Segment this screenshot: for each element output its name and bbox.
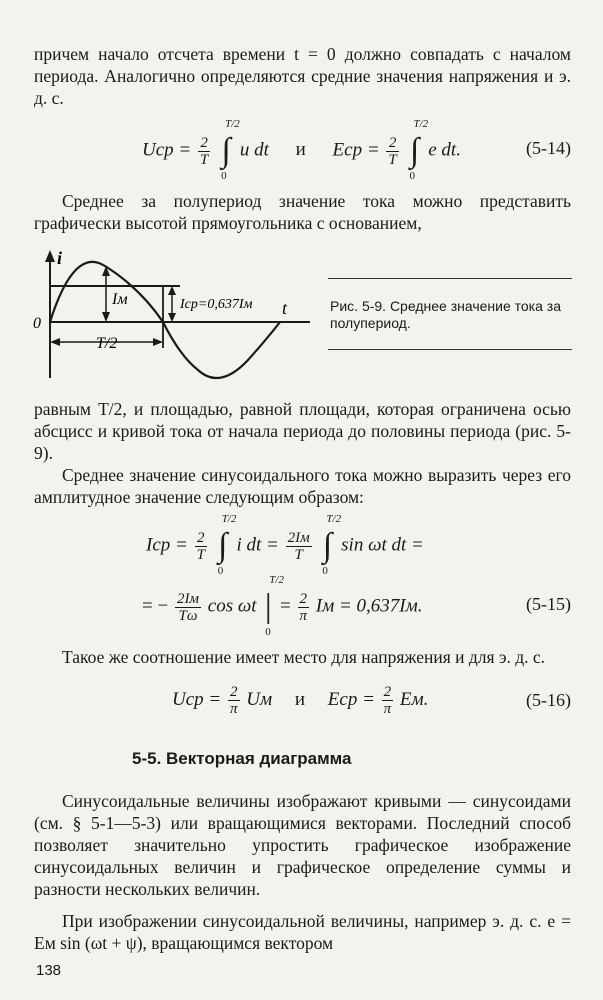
eq15-line2-end: Iм = 0,637Iм. [315,595,423,617]
integral-sign: ∫ T/2 0 [217,513,237,577]
eq16-e-frac-num: 2 [382,684,394,701]
eq15-frac1-num: 2 [195,530,207,547]
equation-number-5-16: (5-16) [526,690,571,710]
average-arrow-head-top [168,286,176,295]
page-number: 138 [36,962,62,979]
eq14-e-frac-num: 2 [386,135,398,152]
paragraph-7: При изображении синусоидальной величины, например э. д. с. e = Eм sin (ωt + ψ), вращающимся вектором [34,911,571,953]
eq14-conjunction: и [295,139,306,161]
eq15-frac1 [195,530,207,563]
eq14-upper-limit: T/2 [225,118,240,130]
eq14-e-lower-limit: 0 [409,170,415,182]
eq14-u-lhs: Uср = [142,139,192,161]
label-im: Iм [112,291,128,308]
label-i: i [57,248,63,268]
eq15-frac4-den: π [299,607,308,624]
half-period-arrow-right [153,338,163,346]
eq16-u-rhs: Uм [246,688,273,710]
eq14-e-upper-limit: T/2 [413,118,429,130]
eq15-frac2-num: 2Iм [287,529,310,546]
eq14-e-integrand: e dt. [428,139,461,161]
caption-bottom-rule [328,349,572,350]
eq15-line2-start: = − [142,595,169,617]
average-arrow-head-bottom [168,313,176,322]
paragraph-4: Среднее значение синусоидального тока можно выразить через его амплитудное значение следующим образом: [34,465,571,507]
eq15-integrand-1: i dt = [236,534,279,556]
equation-number-5-15: (5-15) [526,594,571,614]
paragraph-5: Такое же соотношение имеет место для напряжения и для э. д. с. [62,647,546,667]
eq16-conjunction: и [294,688,306,710]
eq15-frac3-num: 2Iм [176,590,200,607]
integral-sign: ∫ T/2 0 [409,118,429,182]
eq16-u-frac [228,684,240,717]
eq15-lower-limit-2: 0 [322,565,328,577]
figure-5-9 [30,248,328,388]
equation-5-14-body [142,118,461,182]
eq15-eval-lower: 0 [265,626,271,638]
caption-top-rule [328,278,572,279]
eq14-u-frac-den: T [199,151,209,168]
eq15-cos: cos ωt [207,595,257,617]
eq15-integrand-2: sin ωt dt = [341,534,424,556]
eq15-frac2-den: T [294,546,303,563]
eq16-body [172,684,428,717]
half-period-arrow-left [50,338,60,346]
paragraph-6: Синусоидальные величины изображают кривыми — синусоидами (см. § 5-1—5-3) или вращающимися векторами. Последний способ позволяет значительно упростить графическое изображение синусоидальных величин и графическое определение суммы и разности нескольких величин. [34,791,571,899]
evaluation-bar: | T/2 0 [264,574,284,638]
equation-number-5-14: (5-14) [526,138,571,158]
current-sine-curve [50,262,280,378]
eq15-line2-equals: = [280,595,291,617]
label-t: t [282,298,288,318]
eq15-frac3-den: Tω [178,607,198,624]
eq14-e-lhs: Eср = [332,139,380,161]
eq15-upper-limit-2: T/2 [326,513,342,525]
paragraph-2: Среднее за полупериод значение тока можно представить графически высотой прямоугольника с основанием, [34,191,571,233]
eq15-frac2 [286,530,312,563]
eq16-e-lhs: Eср = [327,688,375,710]
eq15-lower-limit-1: 0 [217,565,224,577]
label-icp: Iср=0,637Iм [180,297,253,312]
eq16-u-frac-num: 2 [228,684,240,701]
eq15-frac1-den: T [196,546,205,563]
integral-sign: ∫ T/2 0 [221,118,240,182]
eq15-line2-body [142,574,423,638]
equation-5-15-line-1 [34,515,571,575]
label-half-period: T/2 [96,335,118,352]
eq14-e-frac [386,135,398,168]
eq14-u-frac [198,135,210,168]
eq15-upper-limit-1: T/2 [221,513,237,525]
eq14-u-integrand: u dt [239,139,269,161]
eq15-frac3 [175,591,201,624]
section-heading: 5-5. Векторная диаграмма [132,749,352,768]
equation-5-14 [34,120,571,180]
eq15-line1-body [146,513,424,577]
eq16-u-lhs: Uср = [172,688,222,710]
eq14-u-frac-num: 2 [198,135,210,152]
eq16-e-frac [382,684,394,717]
eq16-e-frac-den: π [383,701,392,717]
eq16-e-rhs: Eм. [399,688,429,710]
equation-5-16 [34,676,571,736]
paragraph-3: равным T/2, и площадью, равной площади, которая ограничена осью абсцисс и кривой тока от начала периода до половины периода (рис. 5-9). [34,399,571,463]
label-origin: 0 [33,315,41,332]
integral-sign: ∫ T/2 0 [322,513,342,577]
eq16-u-frac-den: π [229,701,238,717]
eq15-eval-upper: T/2 [269,574,284,586]
eq14-lower-limit: 0 [221,170,227,182]
eq15-frac4-num: 2 [298,591,310,608]
amplitude-arrow-head-bottom [102,312,110,322]
paragraph-1: причем начало отсчета времени t = 0 должно совпадать с началом периода. Аналогично определяются средние значения напряжения и э. д. с. [34,44,571,108]
equation-5-15-line-2 [34,574,571,638]
eq14-e-frac-den: T [388,151,397,168]
eq15-frac4 [298,591,310,624]
eq15-lhs: Iср = [146,534,188,556]
y-axis-arrow [45,250,55,262]
figure-caption: Рис. 5-9. Среднее значение тока за полупериод. [330,298,561,331]
